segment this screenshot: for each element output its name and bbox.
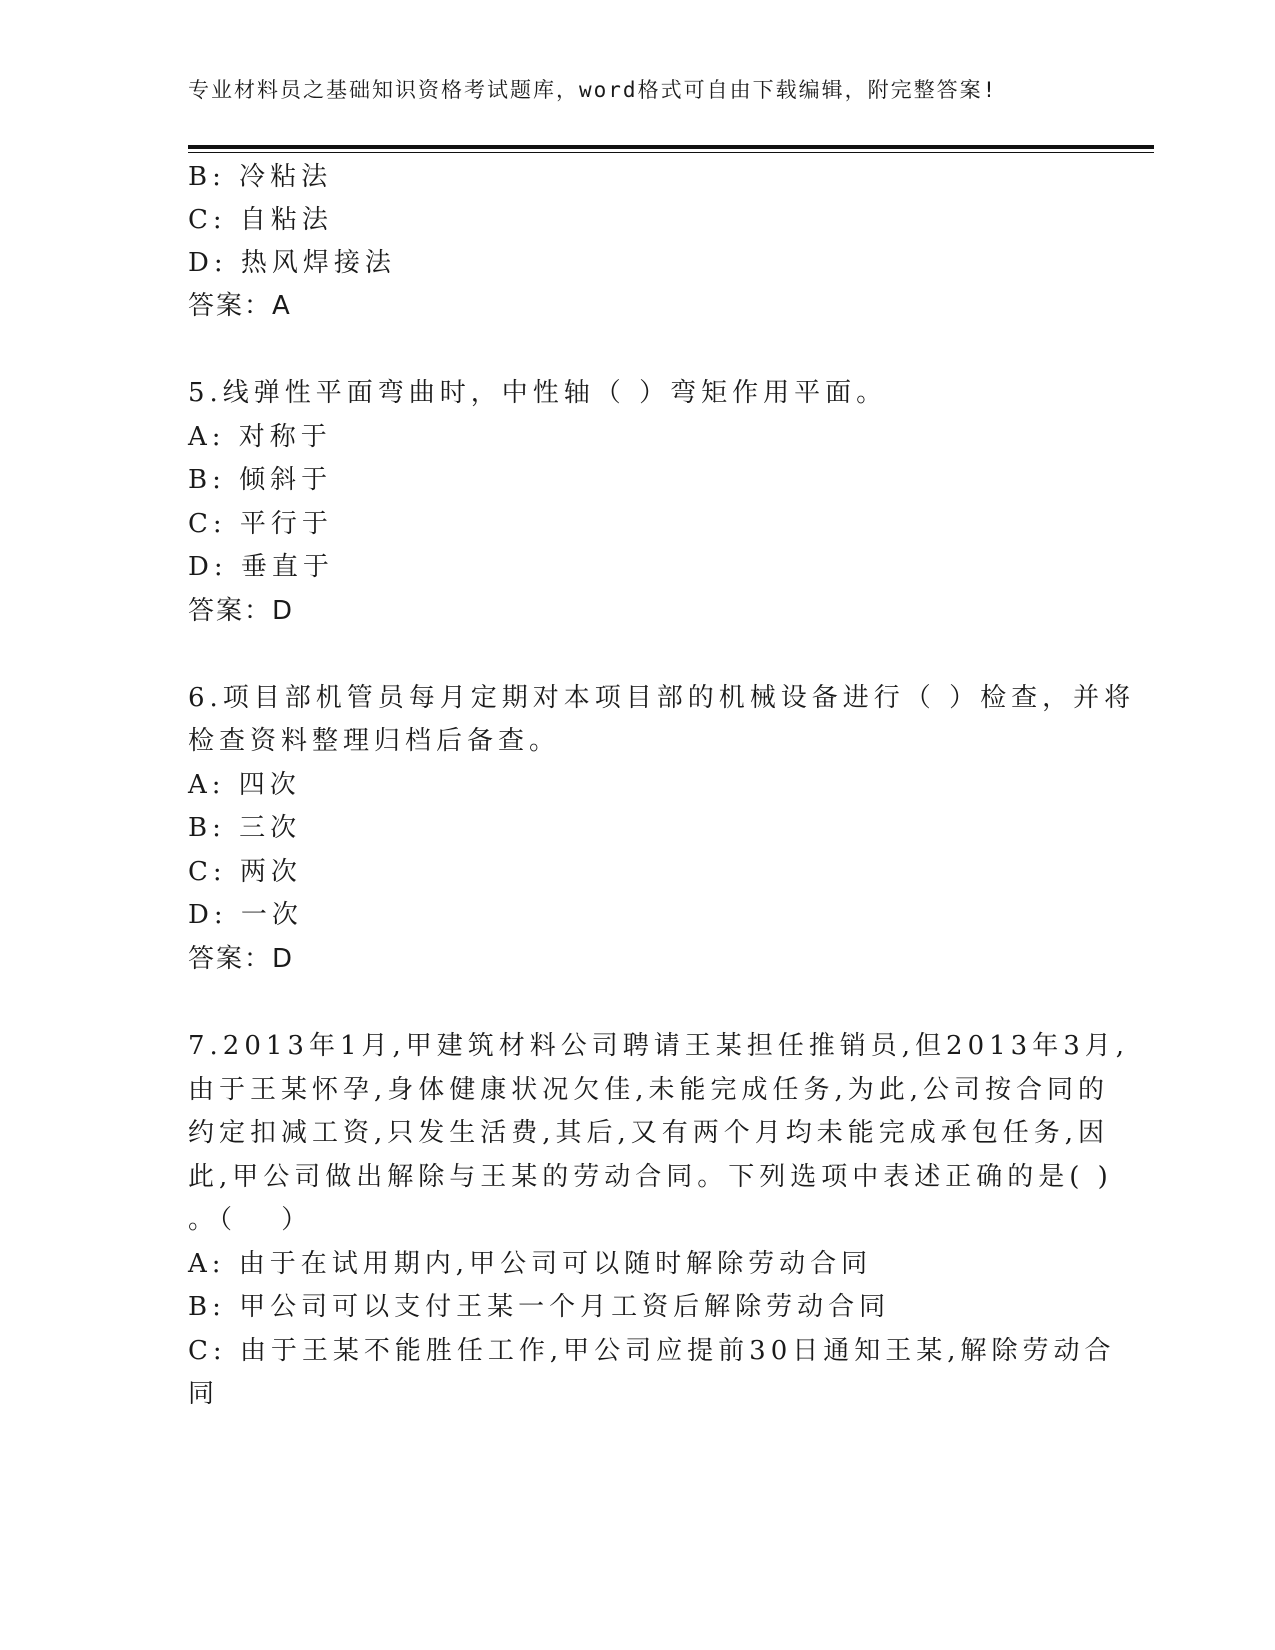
q6-option-a: A: 四次 <box>188 770 301 800</box>
q7-stem-line3: 约定扣减工资,只发生活费,其后,又有两个月均未能完成承包任务,因 <box>188 1118 1110 1148</box>
q5-option-b: B: 倾斜于 <box>188 465 333 495</box>
page-header: 专业材料员之基础知识资格考试题库，word格式可自由下载编辑，附完整答案! <box>188 78 998 102</box>
q6-stem-line2: 检查资料整理归档后备查。 <box>188 726 561 756</box>
q6-stem-line1: 6.项目部机管员每月定期对本项目部的机械设备进行（ ）检查，并将 <box>188 683 1136 713</box>
q6-option-d: D: 一次 <box>188 900 303 930</box>
q7-option-a: A: 由于在试用期内,甲公司可以随时解除劳动合同 <box>188 1249 873 1279</box>
q5-option-d: D: 垂直于 <box>188 552 334 582</box>
q4-option-b: B: 冷粘法 <box>188 162 333 192</box>
q7-option-c-line2: 同 <box>188 1379 220 1409</box>
q5-option-a: A: 对称于 <box>188 422 332 452</box>
q5-answer: 答案：D <box>188 596 295 626</box>
q7-option-c-line1: C: 由于王某不能胜任工作,甲公司应提前30日通知王某,解除劳动合 <box>188 1336 1116 1366</box>
q7-stem-line5: 。（ ） <box>188 1205 313 1235</box>
q7-stem-line1: 7.2013年1月,甲建筑材料公司聘请王某担任推销员,但2013年3月, <box>188 1031 1130 1061</box>
q4-answer: 答案：A <box>188 291 292 321</box>
q7-option-b: B: 甲公司可以支付王某一个月工资后解除劳动合同 <box>188 1292 891 1322</box>
q4-option-c: C: 自粘法 <box>188 205 333 235</box>
header-divider-thick <box>188 145 1154 149</box>
q7-stem-line4: 此,甲公司做出解除与王某的劳动合同。下列选项中表述正确的是( ) <box>188 1162 1113 1192</box>
q6-option-b: B: 三次 <box>188 813 302 843</box>
header-divider-thin <box>188 152 1154 153</box>
q7-stem-line2: 由于王某怀孕,身体健康状况欠佳,未能完成任务,为此,公司按合同的 <box>188 1075 1110 1105</box>
q5-option-c: C: 平行于 <box>188 509 333 539</box>
q6-option-c: C: 两次 <box>188 857 302 887</box>
q4-option-d: D: 热风焊接法 <box>188 248 396 278</box>
q6-answer: 答案：D <box>188 944 295 974</box>
q5-stem: 5.线弹性平面弯曲时，中性轴（ ）弯矩作用平面。 <box>188 378 888 408</box>
